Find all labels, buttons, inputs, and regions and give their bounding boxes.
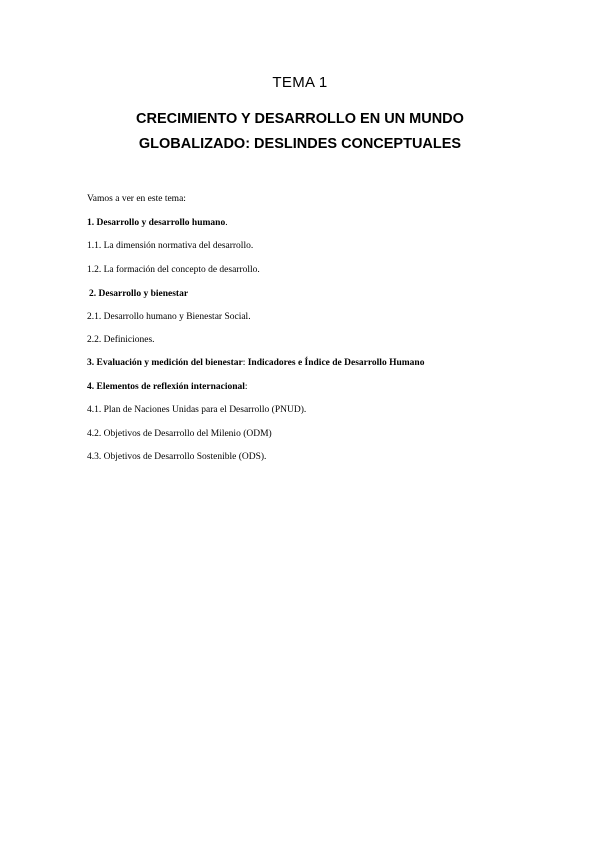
item-4-3: 4.3. Objetivos de Desarrollo Sostenible (ODS). <box>87 452 267 462</box>
title-line-2: GLOBALIZADO: DESLINDES CONCEPTUALES <box>138 136 462 152</box>
section-1-punct: . <box>225 218 228 228</box>
section-4-title: 4. Elementos de reflexión internacional <box>87 382 245 392</box>
item-1-1: 1.1. La dimensión normativa del desarrollo. <box>87 241 254 251</box>
section-1-title: 1. Desarrollo y desarrollo humano <box>87 218 226 228</box>
section-4-punct: : <box>244 382 248 392</box>
section-3-heading <box>87 358 424 368</box>
item-2-1: 2.1. Desarrollo humano y Bienestar Social. <box>87 312 251 322</box>
section-4-heading <box>87 382 248 392</box>
item-4-1: 4.1. Plan de Naciones Unidas para el Desarrollo (PNUD). <box>87 405 307 415</box>
section-2-heading <box>89 289 188 299</box>
title-line-1: CRECIMIENTO Y DESARROLLO EN UN MUNDO <box>136 111 464 127</box>
item-2-2: 2.2. Definiciones. <box>87 335 155 345</box>
section-1-heading <box>87 218 228 228</box>
intro-text: Vamos a ver en este tema: <box>87 194 186 204</box>
tema-heading: TEMA 1 <box>272 74 328 91</box>
item-1-2: 1.2. La formación del concepto de desarrollo. <box>87 265 260 275</box>
section-2-title: 2. Desarrollo y bienestar <box>89 289 189 299</box>
section-3-title: 3. Evaluación y medición del bienestar <box>87 358 243 368</box>
section-3-punct: : <box>242 358 248 368</box>
section-3-subtitle: Indicadores e Índice de Desarrollo Humano <box>247 358 425 368</box>
item-4-2: 4.2. Objetivos de Desarrollo del Milenio (ODM) <box>87 429 272 439</box>
